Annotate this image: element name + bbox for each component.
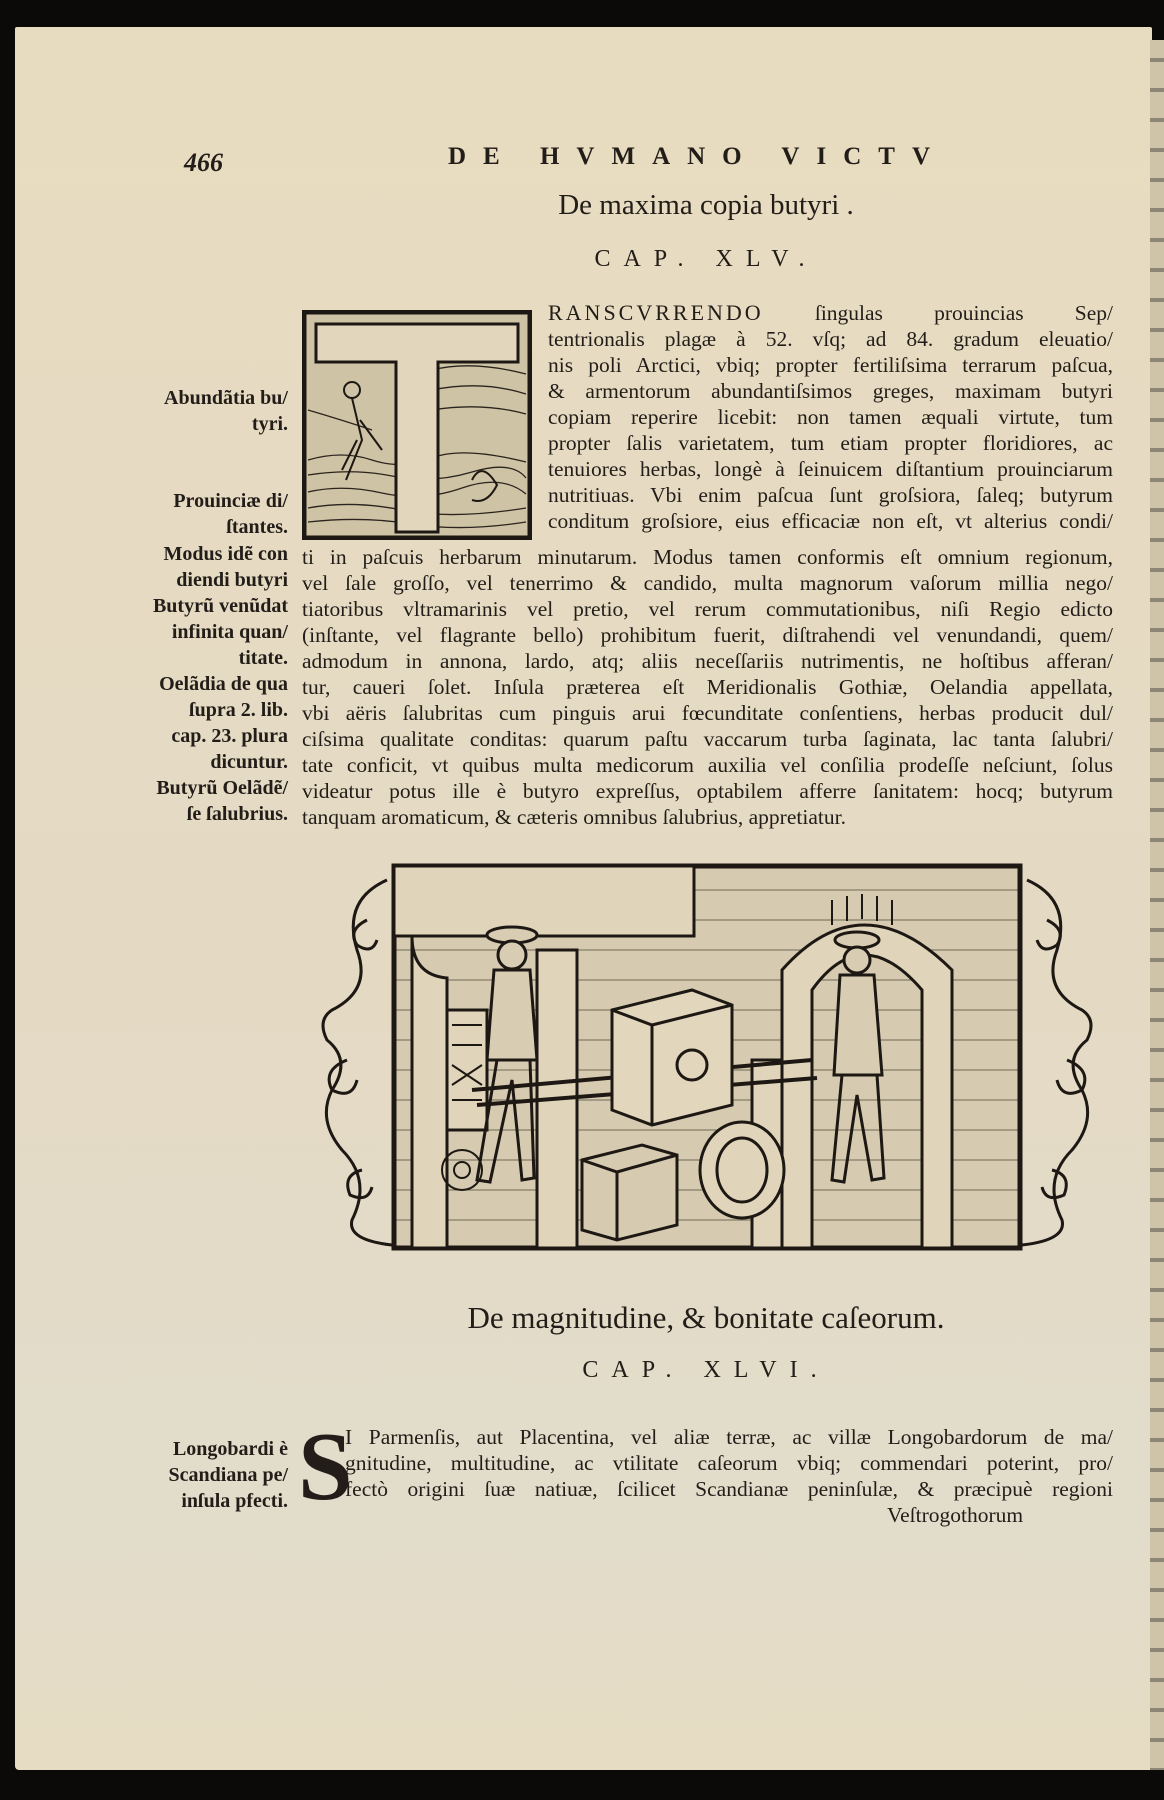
chapter-46-number: CAP. XLVI. bbox=[582, 1357, 830, 1383]
margin-note-line: Butyrũ venũdat bbox=[152, 595, 288, 617]
margin-note-line: ſupra 2. lib. bbox=[189, 699, 288, 721]
margin-note bbox=[126, 1436, 288, 1514]
margin-note-line: tyri. bbox=[251, 413, 288, 435]
text-line: nis poli Arctici, vbiq; propter fertiliſsima terrarum paſcua, bbox=[548, 353, 1113, 377]
margin-note bbox=[126, 488, 288, 540]
text-line: tanquam aromaticum, & cæteris omnibus ſalubrius, appretiatur. bbox=[302, 805, 846, 829]
text-line: tur, caueri ſolet. Inſula præterea eſt Meridionalis Gothiæ, Oelandia appellata, bbox=[302, 675, 1113, 699]
text-line bbox=[548, 300, 1113, 326]
butter-box bbox=[612, 990, 732, 1125]
text-line: propter ſalis varietatem, tum etiam propter floridiores, ac bbox=[548, 431, 1113, 455]
chapter-45-number: CAP. XLV. bbox=[594, 246, 818, 272]
margin-note-line: infinita quan/ bbox=[171, 621, 288, 643]
text-line: videatur potus ille è butyro expreſſus, optabilem afferre ſanitatem: hocq; butyrum bbox=[302, 779, 1113, 803]
right-scroll-ornament bbox=[1022, 880, 1091, 1245]
margin-note-line: Oelãdia de qua bbox=[159, 673, 288, 695]
woodcut-illustration-butter-carriers bbox=[312, 860, 1102, 1255]
text-line: tiatoribus vltramarinis vel pretio, vel rerum commutationibus, niſi Regio edicto bbox=[302, 597, 1113, 621]
text-line: vbi aëris ſalubritas cum pinguis arui fœcunditate conſentiens, herbas producit dul/ bbox=[302, 701, 1113, 725]
decorated-initial-t-woodcut bbox=[302, 310, 532, 540]
drop-cap-s: S bbox=[298, 1413, 353, 1521]
text-line: (inſtante, vel flagrante bello) prohibitum fuerit, diſtrahendi vel venundandi, quem/ bbox=[302, 623, 1113, 647]
text-line: gnitudine, multitudine, ac vtilitate caſeorum vbiq; commendari poterint, pro/ bbox=[345, 1451, 1113, 1475]
margin-note-line: Longobardi è bbox=[172, 1438, 288, 1460]
text-line: nutritiuas. Vbi enim paſcua ſunt groſsiora, ſaleq; butyrum bbox=[548, 483, 1113, 507]
text-line: tate conficit, vt quibus multa medicorum auxilia vel conſilia prodeſſe neſciunt, ſolus bbox=[302, 753, 1113, 777]
margin-note-line: Butyrũ Oelãdẽ/ bbox=[156, 777, 288, 799]
text-line-rest: ſingulas prouincias Sep/ bbox=[763, 301, 1113, 325]
opening-word: RANSCVRRENDO bbox=[548, 300, 764, 325]
chapter-45-title: De maxima copia butyri . bbox=[558, 189, 854, 221]
chapter-46-title: De magnitudine, & bonitate caſeorum. bbox=[467, 1300, 945, 1335]
text-line: ciſsima qualitate conditas: quarum paſtu vaccarum turba ſaginata, lac tanta ſalubri/ bbox=[302, 727, 1113, 751]
margin-note bbox=[126, 541, 288, 593]
text-line: admodum in annona, lardo, atq; aliis neceſſariis nutrimentis, ne hoſtibus afferan/ bbox=[302, 649, 1113, 673]
text-line: ti in paſcuis herbarum minutarum. Modus tamen conformis eſt omnium regionum, bbox=[302, 545, 1113, 569]
margin-note-line: Modus idẽ con bbox=[163, 543, 288, 565]
margin-note-line: Scandiana pe/ bbox=[168, 1464, 288, 1486]
text-line: conditum groſsiore, eius efficaciæ non eſt, vt alterius condi/ bbox=[548, 509, 1113, 533]
margin-note-line: inſula pfecti. bbox=[181, 1490, 288, 1512]
margin-note bbox=[126, 593, 288, 671]
text-line: & armentorum abundantiſsimos greges, maximam butyri bbox=[548, 379, 1113, 403]
margin-note-line: dicuntur. bbox=[210, 751, 288, 773]
cheese-wheel bbox=[700, 1122, 784, 1218]
left-scroll-ornament bbox=[323, 880, 392, 1245]
text-line: copiam reperire licebit: non tamen æquali virtute, tum bbox=[548, 405, 1113, 429]
text-line: fectò origini ſuæ natiuæ, ſcilicet Scandianæ peninſulæ, & præcipuè regioni bbox=[345, 1477, 1113, 1501]
small-chest bbox=[582, 1145, 677, 1240]
margin-note-line: diendi butyri bbox=[176, 569, 288, 591]
adjacent-page-edge bbox=[1150, 40, 1164, 1770]
text-line: I Parmenſis, aut Placentina, vel aliæ terræ, ac villæ Longobardorum de ma/ bbox=[345, 1425, 1113, 1449]
margin-note-line: Abundãtia bu/ bbox=[164, 387, 288, 409]
margin-note bbox=[126, 385, 288, 437]
page-number: 466 bbox=[184, 148, 223, 177]
margin-note bbox=[126, 671, 288, 775]
text-line: tenuiores herbas, longè à ſeinuicem diſtantium prouinciarum bbox=[548, 457, 1113, 481]
margin-note-line: ſtantes. bbox=[226, 516, 288, 538]
running-head: DE HVMANO VICTV bbox=[448, 143, 947, 170]
text-line: tentrionalis plagæ à 52. vſq; ad 84. gradum eleuatio/ bbox=[548, 327, 1113, 351]
margin-note-line: Prouinciæ di/ bbox=[173, 490, 288, 512]
margin-note-line: titate. bbox=[238, 647, 288, 669]
text-line: vel ſale groſſo, vel tenerrimo & candido, multa magnorum vaſorum millia nego/ bbox=[302, 571, 1113, 595]
margin-note-line: cap. 23. plura bbox=[171, 725, 288, 747]
catchword: Veſtrogothorum bbox=[887, 1503, 1024, 1527]
margin-note-line: ſe ſalubrius. bbox=[186, 803, 288, 825]
margin-note bbox=[126, 775, 288, 827]
